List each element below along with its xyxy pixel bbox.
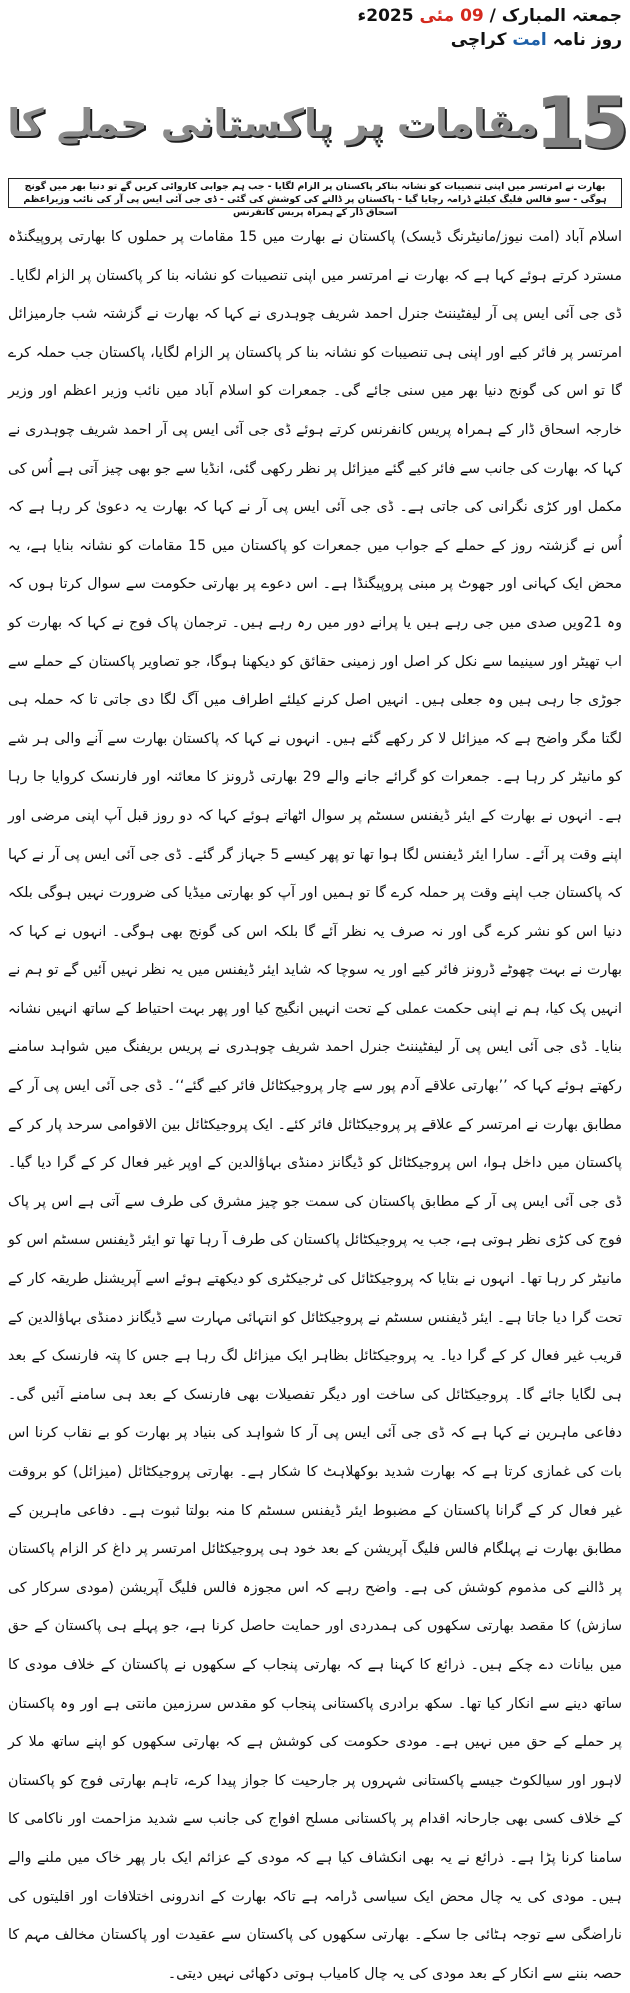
weekday: جمعتہ المبارک /: [489, 6, 622, 26]
article-text: اسلام آباد (امت نیوز/مانیٹرنگ ڈیسک) پاکستان نے بھارت میں 15 مقامات پر حملوں کا بھارتی پروپیگنڈہ مسترد کرتے ہوئے کہا ہے کہ بھارت نے امرتسر میں اپنی تنصیبات کو نشانہ بنا کر پاکستان پر الزام لگایا۔ ڈی جی آئی ایس پی آر لیفٹیننٹ جنرل احمد شریف چوہدری نے کہا کہ بھارت نے گزشتہ شب جارمیزائل امرتسر پر فائر کیے اور اپنی ہی تنصیبات کو نشانہ بنا کر پاکستان پر الزام لگایا، پاکستان جب حملہ کرے گا تو اس کی گونج دنیا بھر میں سنی جائے گی۔ جمعرات کو اسلام آباد میں نائب وزیر اعظم اور وزیر خارجہ اسحاق ڈار کے ہمراہ پریس کانفرنس کرتے ہوئے ڈی جی آئی ایس پی آر احمد شریف چوہدری نے کہا کہ بھارت کی جانب سے فائر کیے گئے میزائل پر نظر رکھی گئی، انڈیا سے جو بھی چیز آتی ہے اُس کی مکمل اور کڑی نگرانی کی جاتی ہے۔ ڈی جی آئی ایس پی آر نے کہا کہ بھارت یہ دعویٰ کر رہا ہے کہ اُس نے گزشتہ روز کے حملے کے جواب میں جمعرات کو پاکستان میں 15 مقامات کو نشانہ بنایا ہے، یہ محض ایک کہانی اور جھوٹ پر مبنی پروپیگنڈا ہے۔ اس دعوے پر بھارتی حکومت سے سوال کرتا ہوں کہ وہ 21ویں صدی میں جی رہے ہیں یا پرانے دور میں رہ رہے ہیں۔ ترجمان پاک فوج نے کہا کہ بھارت کو اب تھیٹر اور سینیما سے نکل کر اصل اور زمینی حقائق کو دیکھنا ہوگا، جو تصاویر پاکستان کے حملے سے جوڑی جا رہی ہیں وہ جعلی ہیں۔ انہیں اصل کرنے کیلئے اطراف میں آگ لگا دی جاتی تا کہ حملہ ہی لگتا مگر واضح ہے کہ میزائل لا کر رکھے گئے ہیں۔ انہوں نے کہا کہ پاکستان بھارت سے آنے والی ہر شے کو مانیٹر کر رہا ہے۔ جمعرات کو گرائے جانے والے 29 بھارتی ڈرونز کا معائنہ اور فارنسک کروایا جا رہا ہے۔ انہوں نے بھارت کے ایئر ڈیفنس سسٹم پر سوال اٹھاتے ہوئے کہا کہ دو روز قبل آپ اپنی مرضی اور اپنے وقت پر آئے۔ سارا ایئر ڈیفنس لگا ہوا تھا تو پھر کیسے 5 جہاز گر گئے۔ ڈی جی آئی ایس پی آر نے کہا کہ پاکستان جب اپنے وقت پر حملہ کرے گا تو ہمیں اور آپ کو بھارتی میڈیا کی ضرورت نہیں ہوگی بلکہ دنیا اس کو نشر کرے گی اور نہ صرف یہ نظر آئے گا بلکہ اس کی گونج بھی ہوگی۔ انہوں نے کہا کہ بھارت نے بہت چھوٹے ڈرونز فائر کیے اور یہ سوچا کہ شاید ایئر ڈیفنس میں یہ نظر نہیں آئیں گے تو ہم نے انہیں پک کیا، ہم نے اپنی حکمت عملی کے تحت انہیں انگیج کیا اور پھر بہت احتیاط کے ساتھ انہیں نشانہ بنایا۔ ڈی جی آئی ایس پی آر لیفٹیننٹ جنرل احمد شریف چوہدری نے پریس بریفنگ میں شواہد سامنے رکھتے ہوئے کہا کہ ’’بھارتی علاقے آدم پور سے چار پروجیکٹائل فائر کیے گئے‘‘۔ ڈی جی آئی ایس پی آر کے مطابق بھارت نے امرتسر کے علاقے پر پروجیکٹائل فائر کئے۔ ایک پروجیکٹائل بین الاقوامی سرحد پار کر کے پاکستان میں داخل ہوا، اس پروجیکٹائل کو ڈیگانز دمنڈی بہاؤالدین کے اوپر غیر فعال کر کے گرا دیا گیا۔ ڈی جی آئی ایس پی آر کے مطابق پاکستان کی سمت جو چیز مشرق کی طرف سے آتی ہے اس پر پاک فوج کی کڑی نظر ہوتی ہے، جب یہ پروجیکٹائل پاکستان کی طرف آ رہا تھا تو ایئر ڈیفنس سسٹم اس کو مانیٹر کر رہا تھا۔ انہوں نے بتایا کہ پروجیکٹائل کی ٹرجیکٹری کو دیکھتے ہوئے اسے آپریشنل طریقہ کار کے تحت گرا دیا جاتا ہے۔ ایئر ڈیفنس سسٹم نے پروجیکٹائل کو انتہائی مہارت سے ڈیگانز دمنڈی بہاؤالدین کے قریب غیر فعال کر کے گرا دیا۔ یہ پروجیکٹائل بظاہر ایک میزائل لگ رہا ہے جس کا پتہ فارنسک کے بعد ہی لگایا جائے گا۔ پروجیکٹائل کی ساخت اور دیگر تفصیلات بھی فارنسک کے بعد ہی سامنے آئیں گی۔ دفاعی ماہرین نے کہا ہے کہ ڈی جی آئی ایس پی آر کا شواہد کی بنیاد پر بھارت کو بے نقاب کرنا اس بات کی غمازی کرتا ہے کہ بھارت شدید بوکھلاہٹ کا شکار ہے۔ بھارتی پروجیکٹائل (میزائل) کو بروقت غیر فعال کر کے گرانا پاکستان کے مضبوط ایئر ڈیفنس سسٹم کا منہ بولتا ثبوت ہے۔ دفاعی ماہرین کے مطابق بھارت نے پہلگام فالس فلیگ آپریشن کے بعد خود ہی پروجیکٹائل امرتسر پر داغ کر الزام پاکستان پر ڈالنے کی مذموم کوشش کی ہے۔ واضح رہے کہ اس مجوزہ فالس فلیگ آپریشن (مودی سرکار کی سازش) کا مقصد بھارتی سکھوں کی ہمدردی اور حمایت حاصل کرنا ہے، جو پہلے ہی پاکستان کے حق میں بیانات دے چکے ہیں۔ ذرائع کا کہنا ہے کہ بھارتی پنجاب کے سکھوں نے پاکستان کے خلاف مودی کا ساتھ دینے سے انکار کیا تھا۔ سکھ برادری پاکستانی پنجاب کو مقدس سرزمین مانتی ہے اور وہ پاکستان پر حملے کے حق میں نہیں ہے۔ مودی حکومت کی کوشش ہے کہ بھارتی سکھوں کو اپنے ساتھ ملا کر لاہور اور سیالکوٹ جیسے پاکستانی شہروں پر جارحیت کا جواز پیدا کرے، تاہم بھارتی فوج کو پاکستان کے خلاف کسی بھی جارحانہ اقدام پر پاکستانی مسلح افواج کی جانب سے شدید مزاحمت اور ناکامی کا سامنا کرنا پڑا ہے۔ ذرائع نے یہ بھی انکشاف کیا ہے کہ مودی کے عزائم ایک بار پھر خاک میں ملنے والے ہیں۔ مودی کی یہ چال محض ایک سیاسی ڈرامہ ہے تاکہ بھارت کے اندرونی اختلافات اور اقلیتوں کی ناراضگی سے توجہ ہٹائی جا سکے۔ بھارتی سکھوں کی پاکستان سے عقیدت اور پاکستان مخالف مہم کا حصہ بننے سے انکار کے بعد مودی کی یہ چال کامیاب ہوتی دکھائی نہیں دیتی۔: [8, 229, 622, 1982]
issue-date: [322, 4, 622, 28]
paper-name-line: [322, 28, 622, 52]
date-month: مئی: [419, 6, 455, 26]
masthead: [322, 4, 622, 52]
headline-number: 15: [535, 82, 625, 164]
paper-city: کراچی: [450, 30, 507, 50]
headline: [7, 73, 625, 173]
subheadline: بھارت نے امرتسر میں اپنی تنصیبات کو نشانہ بناکر پاکستان پر الزام لگایا - جب ہم جوابی کاروائی کریں گے تو دنیا بھر میں گونج ہوگی - سو فالس فلیگ کیلئے ڈرامہ رچایا گیا - پاکستان پر ڈالنے کی کوشش کی گئی - ڈی جی آئی ایس پی آر کی نائب وزیراعظم اسحاق ڈار کے ہمراہ پریس کانفرنس: [8, 178, 622, 208]
headline-text-part1: مقامات پر پاکستانی حملے کا: [7, 101, 538, 145]
paper-name: امت: [512, 30, 547, 50]
date-year: 2025ء: [357, 6, 414, 26]
headline-text: [0, 73, 538, 173]
article-body: [8, 218, 622, 1982]
date-day: 09: [460, 6, 484, 26]
paper-prefix: روز نامہ: [552, 30, 622, 50]
